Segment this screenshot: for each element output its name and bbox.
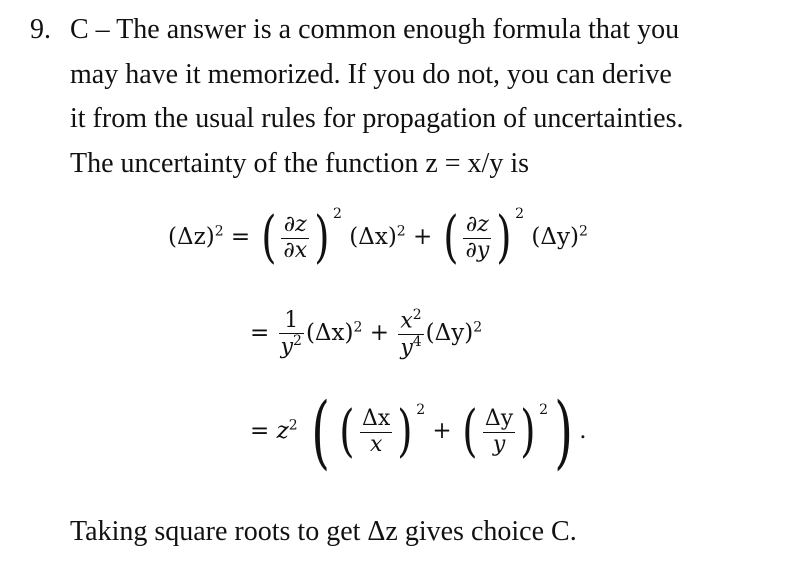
frac-den: x [369,431,383,457]
frac-num: 1 [284,307,299,333]
frac-num: x [400,308,413,334]
exp: 2 [416,402,426,418]
solution-paragraph [30,8,683,186]
frac-num: ∂z [283,212,307,238]
exp: 2 [288,417,298,434]
equation-line-2: = $\frac{1}{y^2}$ $(\Delta x)^2$ + $\frac{x^2}{y^4}$ $(\Delta y)^2$ [250,307,483,360]
frac-den: ∂y [465,237,490,263]
frac-den: y [400,334,413,360]
exp: 2 [578,223,588,240]
exp: 2 [333,206,342,222]
frac-num: Δy [484,406,514,432]
exp: 2 [473,319,483,336]
partial-z-y-fraction [463,213,491,262]
frac-den: y [280,334,294,360]
paragraph-line-4: The uncertainty of the function z = x/y is [70,147,529,179]
exp: 2 [396,223,406,240]
paragraph-line-3: it from the usual rules for propagation of uncertainties. [70,103,684,134]
eq2-term2: (Δy) [425,320,474,347]
frac-num: Δx [362,406,391,432]
exp: 2 [353,319,363,336]
eq1-lhs: (Δz) [168,224,215,250]
dx-over-x-fraction [360,407,392,456]
eq1-term1: (Δx) [349,224,397,250]
paragraph-line-2: may have it memorized. If you do not, you can derive [70,58,672,90]
one-over-y2-fraction [279,309,304,360]
frac-den: y [492,431,506,457]
closing-sentence: Taking square roots to get Δz gives choice C. [70,516,577,547]
eq3-coef: z [276,418,289,444]
frac-num: ∂z [465,212,489,238]
line-1-text: C – The answer is a common enough formula that you [70,14,680,45]
eq1-lhs-exp: 2 [214,223,224,240]
partial-z-x-fraction [281,213,309,262]
frac-den: ∂x [283,237,308,263]
paragraph-line-1 [30,8,683,53]
exp: 2 [412,307,422,323]
x2-over-y4-fraction [398,308,423,360]
exp: 2 [515,206,525,222]
exp: 2 [293,332,302,349]
eq2-term1: (Δx) [305,320,354,347]
dy-over-y-fraction [483,407,515,456]
exp: 4 [412,333,422,350]
eq1-term2: (Δy) [531,224,579,250]
item-number: 9. [30,14,51,45]
equation-line-1: $(\Delta z)^2$ = ( $\frac{\partial z}{\partial x}$ ) $^2$ $(\Delta x)^2$ + ( $\frac{\partial z}{\partial y}$ ) $^2$ $(\Delta y)^2$ [168,205,588,270]
equation-line-3: = $z^2$ ( ( $\frac{\Delta x}{x}$ ) $^2$ + ( $\frac{\Delta y}{y}$ ) $^2$) . [250,385,587,478]
exp: 2 [539,402,548,418]
